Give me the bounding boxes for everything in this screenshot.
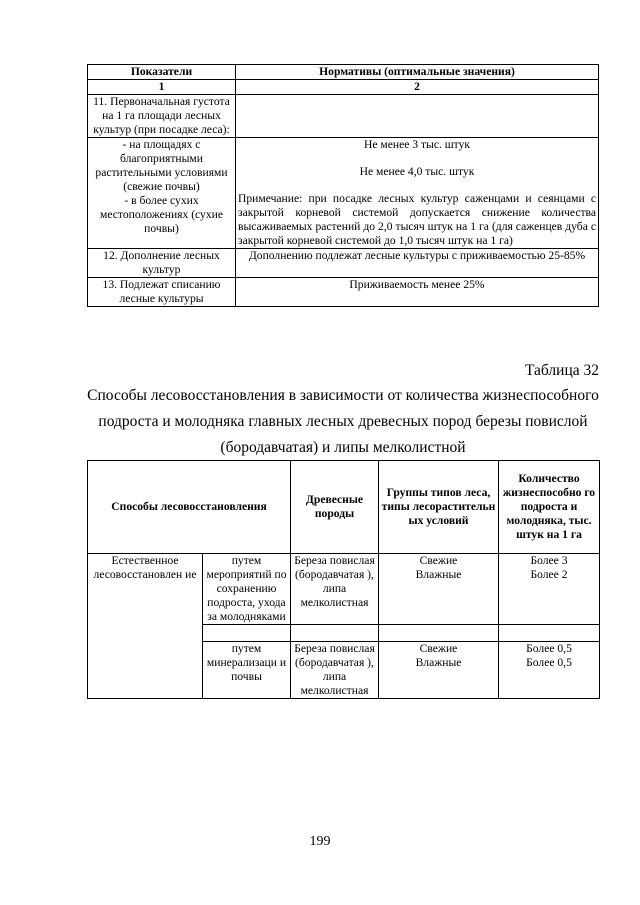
column-number-1: 1 <box>88 80 236 95</box>
header-species: Древесные породы <box>291 461 379 554</box>
row-sub-label-a: - на площадях с благоприятными растительными условиями (свежие почвы) <box>95 138 228 193</box>
empty-cell <box>291 625 379 642</box>
row-sub-label <box>88 138 236 249</box>
sub2-condition-moist: Влажные <box>415 656 462 669</box>
sub1-conditions <box>379 554 499 625</box>
row-11-value <box>236 95 599 138</box>
row-sub-value-b: Не менее 4,0 тыс. штук <box>359 165 475 178</box>
row-sub-value <box>236 138 599 249</box>
sub1-counts <box>499 554 600 625</box>
empty-cell <box>379 625 499 642</box>
norms-table <box>87 64 599 307</box>
sub2-conditions <box>379 642 499 699</box>
sub2-count-moist: Более 0,5 <box>526 656 572 669</box>
sub1-species: Береза повислая (бородавчатая ), липа мелколистная <box>291 554 379 625</box>
page-number: 199 <box>309 834 331 849</box>
sub2-species: Береза повислая (бородавчатая ), липа мелколистная <box>291 642 379 699</box>
header-indicators: Показатели <box>88 65 236 80</box>
header-methods: Способы лесовосстановления <box>88 461 291 554</box>
reforestation-table <box>87 460 600 699</box>
sub1-condition-moist: Влажные <box>415 568 462 581</box>
row-sub-value-a: Не менее 3 тыс. штук <box>363 138 471 151</box>
sub2-counts <box>499 642 600 699</box>
header-norms: Нормативы (оптимальные значения) <box>236 65 599 80</box>
sub2-condition-fresh: Свежие <box>419 642 458 655</box>
empty-cell <box>499 625 600 642</box>
sub2-count-fresh: Более 0,5 <box>526 642 572 655</box>
sub1-count-moist: Более 2 <box>530 568 568 581</box>
table-title: Способы лесовосстановления в зависимости от количества жизнеспособного подроста и молодняка главных лесных древесных пород березы повислой (бородавчатая) и липы мелколистной <box>87 387 599 456</box>
row-13-value: Приживаемость менее 25% <box>236 278 599 307</box>
row-12-value: Дополнению подлежат лесные культуры с приживаемостью 25-85% <box>236 249 599 278</box>
row-sub-label-b: - в более сухих местоположениях (сухие почвы) <box>99 194 223 235</box>
row-11-label: 11. Первоначальная густота на 1 га площади лесных культур (при посадке леса): <box>88 95 236 138</box>
header-count: Количество жизнеспособно го подроста и молодняка, тыс. штук на 1 га <box>499 461 600 554</box>
sub2-way: путем минерализаци и почвы <box>203 642 291 699</box>
empty-cell <box>203 625 291 642</box>
header-forest-groups: Группы типов леса, типы лесорастительн ых условий <box>379 461 499 554</box>
table-caption: Таблица 32 <box>524 362 599 379</box>
column-number-2: 2 <box>236 80 599 95</box>
sub1-condition-fresh: Свежие <box>419 554 458 567</box>
sub1-count-fresh: Более 3 <box>530 554 568 567</box>
method-natural: Естественное лесовосстановлен ие <box>88 554 203 699</box>
row-sub-note: Примечание: при посадке лесных культур саженцами и сеянцами с закрытой корневой системой допускается снижение количества высаживаемых растений до 2,0 тысяч штук на 1 га (для саженцев дуба с закрытой корневой системой до 1,0 тысяч штук на 1 га) <box>238 192 596 247</box>
row-13-label: 13. Подлежат списанию лесные культуры <box>88 278 236 307</box>
sub1-way: путем мероприятий по сохранению подроста, ухода за молодняками <box>203 554 291 625</box>
row-12-label: 12. Дополнение лесных культур <box>88 249 236 278</box>
